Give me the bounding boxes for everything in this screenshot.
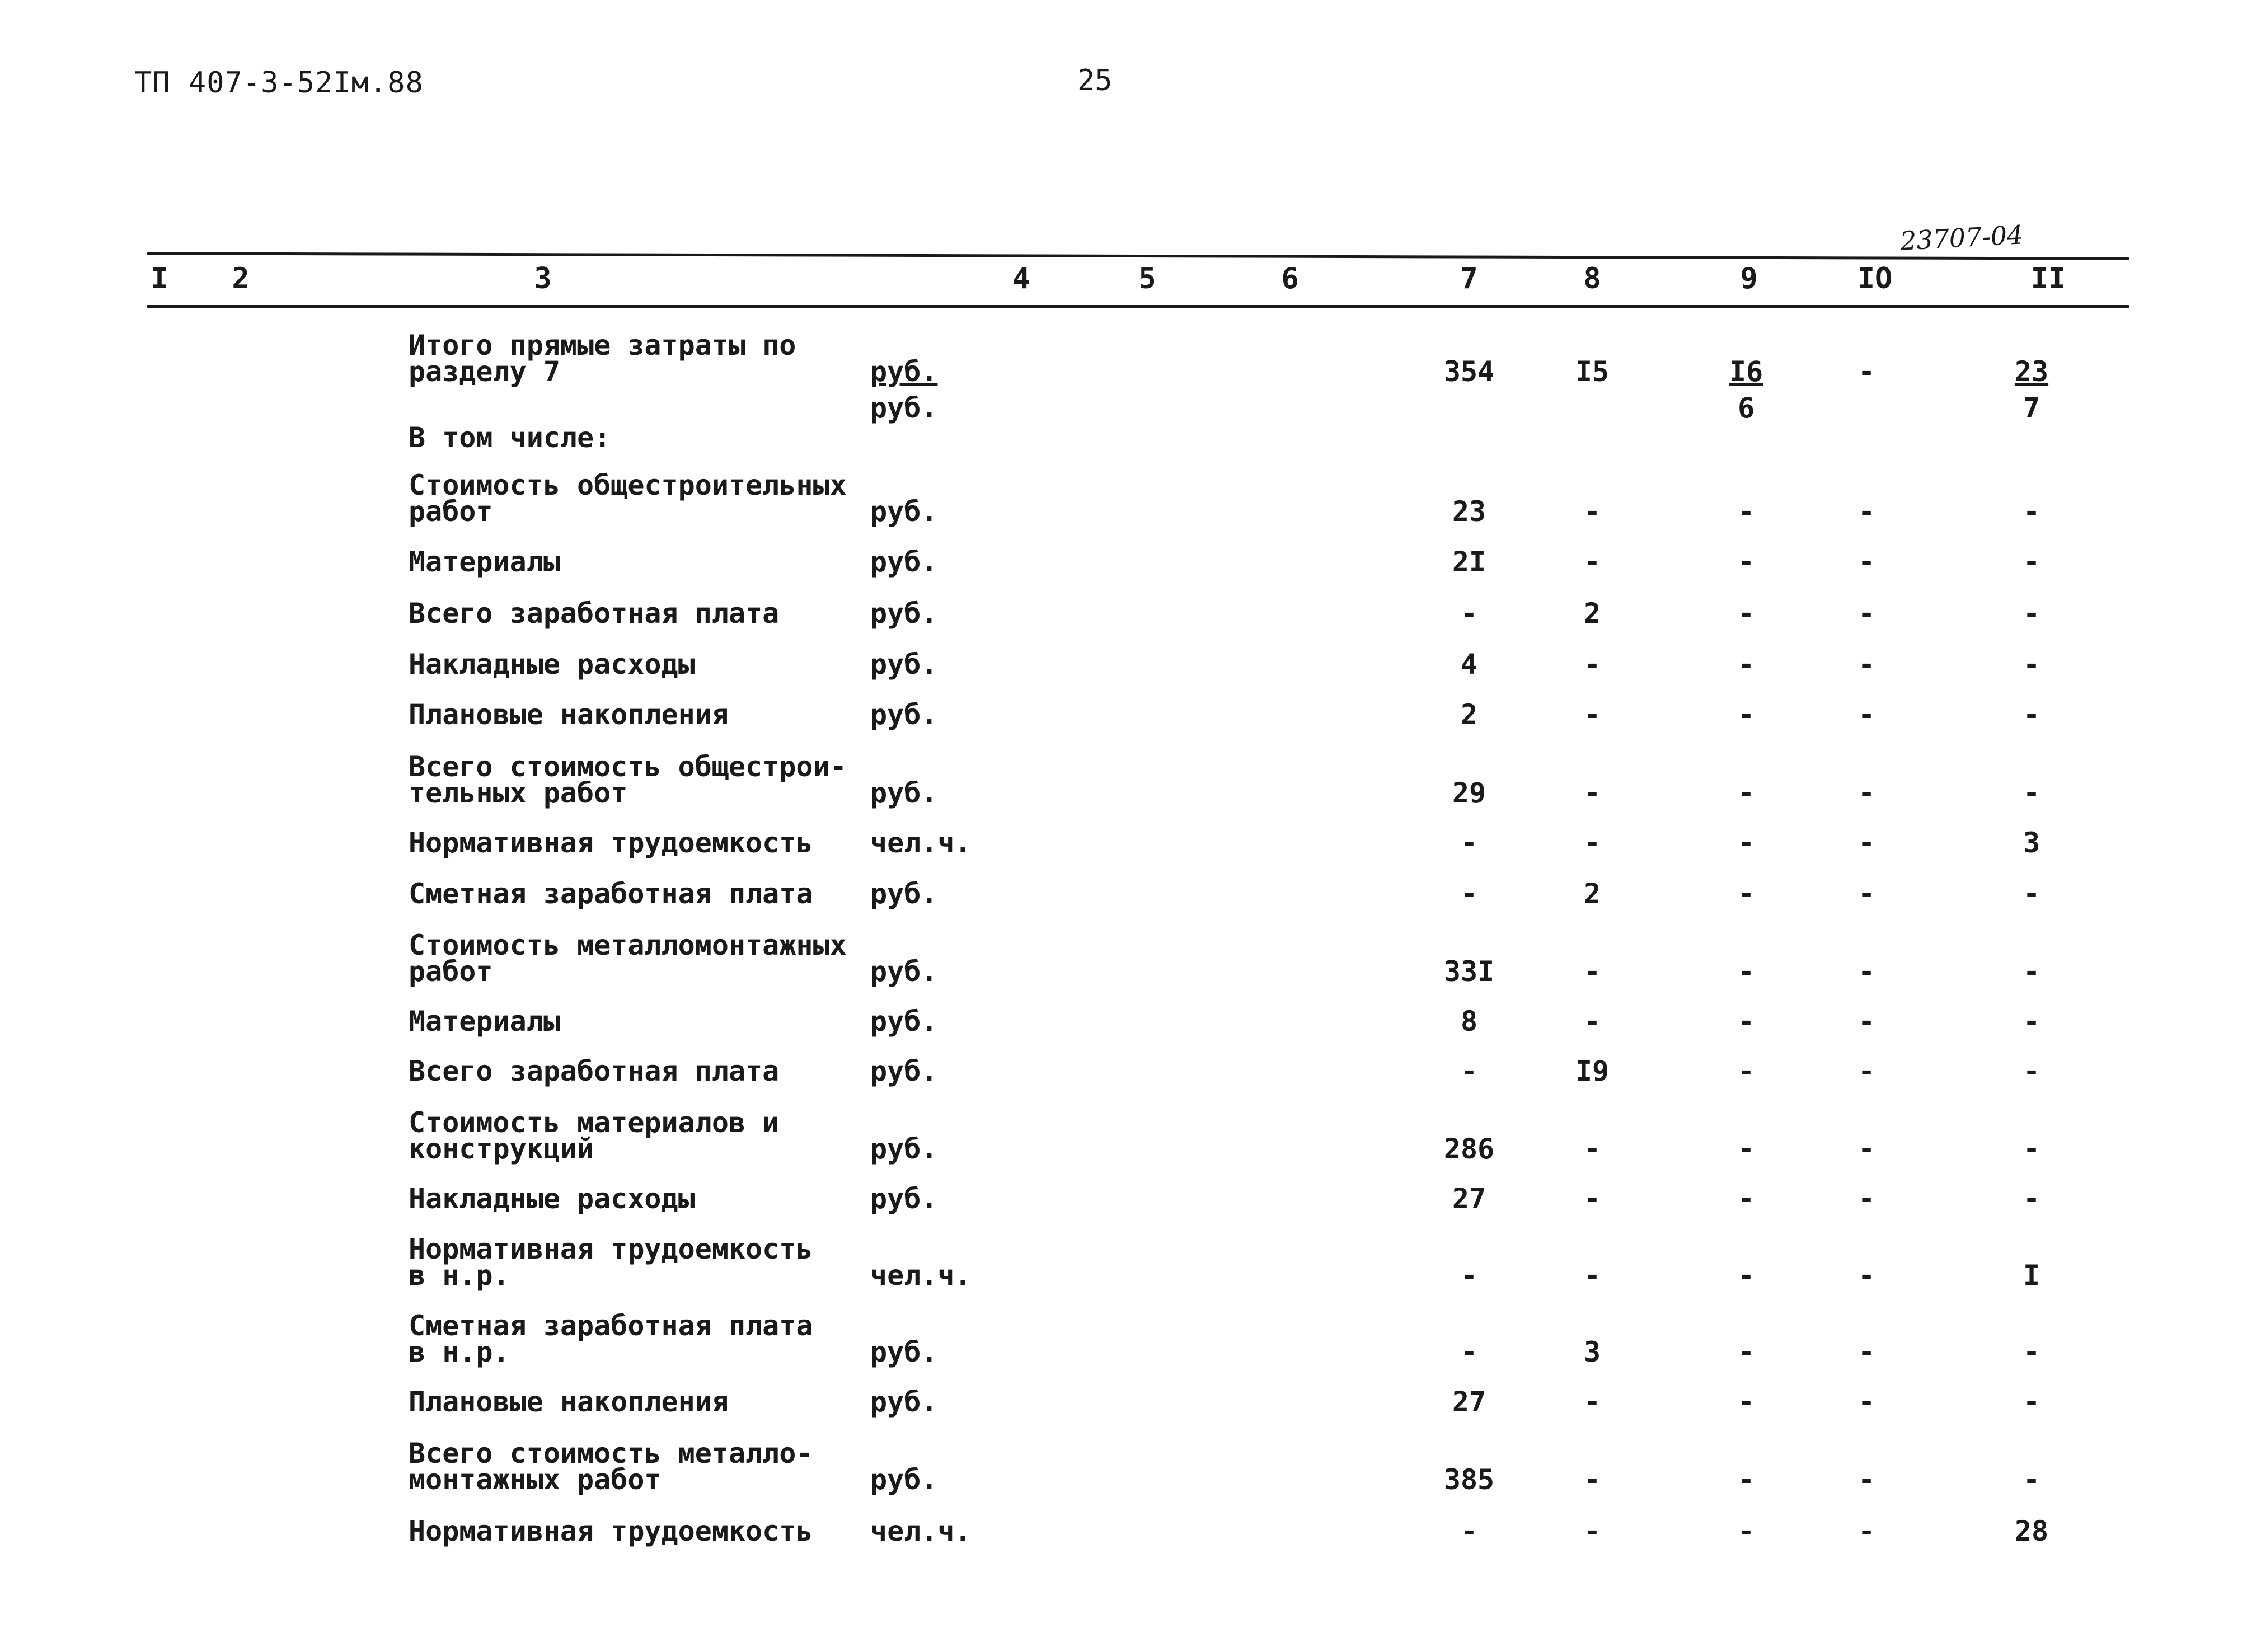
table-row bbox=[0, 546, 2247, 578]
cell-col-9: - bbox=[1737, 648, 1755, 680]
cell-col-8: - bbox=[1583, 827, 1601, 859]
row-unit: чел.ч. bbox=[870, 827, 972, 859]
row-label: Стоимость материалов и bbox=[409, 1106, 780, 1139]
cell-col-10: - bbox=[1857, 1463, 1875, 1496]
cell-col-9: - bbox=[1737, 698, 1755, 731]
cell-col-11: - bbox=[2023, 1336, 2040, 1368]
row-label: Стоимость общестроительных bbox=[409, 469, 847, 501]
row-label: Накладные расходы bbox=[409, 1182, 695, 1215]
cell-col-9: - bbox=[1737, 1005, 1755, 1038]
row-label: работ bbox=[409, 955, 493, 988]
handwritten-stamp: 23707-04 bbox=[1899, 219, 2024, 256]
cell-col-8: - bbox=[1583, 777, 1601, 809]
cell-col-9: - bbox=[1737, 1463, 1755, 1496]
cell-col-7: - bbox=[1460, 597, 1478, 630]
row-label: работ bbox=[409, 495, 493, 528]
cell-col-11: - bbox=[2023, 1463, 2040, 1496]
page-number: 25 bbox=[1077, 64, 1113, 97]
cell-col-7: 286 bbox=[1443, 1133, 1495, 1165]
table-row bbox=[0, 1386, 2247, 1418]
cell-col-11: - bbox=[2023, 1182, 2040, 1215]
cell-col-10: - bbox=[1857, 698, 1875, 731]
cell-col-10: - bbox=[1857, 1336, 1875, 1368]
row-unit: руб. bbox=[870, 1386, 938, 1418]
cell-col-8: 2 bbox=[1583, 877, 1601, 910]
cell-col-11: 23 bbox=[2014, 355, 2049, 388]
cell-col-9: - bbox=[1737, 1055, 1755, 1087]
row-unit: руб. bbox=[870, 1182, 938, 1215]
table-row bbox=[0, 329, 2247, 388]
row-unit: руб. bbox=[870, 597, 938, 630]
cell-col-11: 7 bbox=[2023, 392, 2040, 424]
cell-col-7: - bbox=[1460, 1515, 1478, 1547]
cell-col-11: I bbox=[2023, 1259, 2040, 1292]
row-unit: руб. bbox=[870, 1055, 938, 1087]
cell-col-8: I5 bbox=[1575, 355, 1610, 388]
cell-col-8: - bbox=[1583, 1259, 1601, 1292]
row-unit: руб. bbox=[870, 955, 938, 988]
table-top-rule bbox=[147, 252, 2129, 260]
table-row bbox=[0, 1233, 2247, 1292]
cell-col-9: - bbox=[1737, 597, 1755, 630]
cell-col-10: - bbox=[1857, 827, 1875, 859]
cell-col-7: 23 bbox=[1452, 495, 1486, 528]
row-unit: руб. bbox=[870, 1336, 938, 1368]
cell-col-7: 4 bbox=[1460, 648, 1478, 680]
row-label: конструкций bbox=[409, 1133, 594, 1165]
cell-col-7: 385 bbox=[1443, 1463, 1495, 1496]
cell-col-7: 2I bbox=[1452, 546, 1486, 578]
table-row bbox=[0, 1437, 2247, 1496]
cell-col-9: - bbox=[1737, 777, 1755, 809]
cell-col-8: 3 bbox=[1583, 1336, 1601, 1368]
cell-col-8: - bbox=[1583, 698, 1601, 731]
cell-col-7: 27 bbox=[1452, 1182, 1486, 1215]
table-row bbox=[0, 877, 2247, 910]
cell-col-9: - bbox=[1737, 1515, 1755, 1547]
cell-col-11: - bbox=[2023, 1055, 2040, 1087]
cell-col-8: 2 bbox=[1583, 597, 1601, 630]
row-label: в н.р. bbox=[409, 1259, 510, 1292]
row-label: в н.р. bbox=[409, 1336, 510, 1368]
row-unit: руб. bbox=[870, 392, 938, 424]
row-label: Накладные расходы bbox=[409, 648, 695, 680]
cell-col-7: - bbox=[1460, 1336, 1478, 1368]
cell-col-9: - bbox=[1737, 1386, 1755, 1418]
cell-col-11: - bbox=[2023, 597, 2040, 630]
table-row bbox=[0, 929, 2247, 988]
cell-col-7: - bbox=[1460, 827, 1478, 859]
row-label: Нормативная трудоемкость bbox=[409, 1515, 813, 1547]
row-unit: чел.ч. bbox=[870, 1515, 972, 1547]
column-number-8: 8 bbox=[1583, 262, 1601, 295]
cell-col-7: 354 bbox=[1443, 355, 1495, 388]
cell-col-10: - bbox=[1857, 877, 1875, 910]
cell-col-9: - bbox=[1737, 1133, 1755, 1165]
row-label: В том числе: bbox=[409, 421, 611, 454]
table-row bbox=[0, 1106, 2247, 1165]
row-label: монтажных работ bbox=[409, 1463, 662, 1496]
row-label: Нормативная трудоемкость bbox=[409, 827, 813, 859]
row-unit: руб. bbox=[870, 1463, 938, 1496]
cell-col-9: 6 bbox=[1737, 392, 1755, 424]
row-label: Стоимость металломонтажных bbox=[409, 929, 847, 961]
table-row bbox=[0, 698, 2247, 731]
cell-col-8: - bbox=[1583, 1182, 1601, 1215]
row-unit: руб. bbox=[870, 355, 938, 388]
cell-col-9: - bbox=[1737, 546, 1755, 578]
cell-col-7: 27 bbox=[1452, 1386, 1486, 1418]
row-label: Плановые накопления bbox=[409, 1386, 729, 1418]
cell-col-11: - bbox=[2023, 1005, 2040, 1038]
cell-col-9: - bbox=[1737, 495, 1755, 528]
cell-col-8: - bbox=[1583, 1133, 1601, 1165]
column-number-9: 9 bbox=[1740, 262, 1758, 295]
cell-col-10: - bbox=[1857, 1515, 1875, 1547]
cell-col-9: - bbox=[1737, 1336, 1755, 1368]
row-label: Всего заработная плата bbox=[409, 597, 780, 630]
cell-col-11: - bbox=[2023, 1133, 2040, 1165]
row-unit: руб. bbox=[870, 1133, 938, 1165]
row-unit: руб. bbox=[870, 698, 938, 731]
cell-col-7: 29 bbox=[1452, 777, 1486, 809]
column-number-11: II bbox=[2030, 262, 2066, 295]
cell-col-10: - bbox=[1857, 1259, 1875, 1292]
row-unit: руб. bbox=[870, 546, 938, 578]
cell-col-11: - bbox=[2023, 546, 2040, 578]
cell-col-10: - bbox=[1857, 495, 1875, 528]
column-number-3: 3 bbox=[534, 262, 552, 295]
cell-col-10: - bbox=[1857, 1055, 1875, 1087]
cell-col-11: - bbox=[2023, 698, 2040, 731]
row-label: Итого прямые затраты по bbox=[409, 329, 796, 362]
row-label: Сметная заработная плата bbox=[409, 1310, 813, 1342]
row-unit: чел.ч. bbox=[870, 1259, 972, 1292]
cell-col-8: - bbox=[1583, 1463, 1601, 1496]
cell-col-11: - bbox=[2023, 648, 2040, 680]
cell-col-10: - bbox=[1857, 1133, 1875, 1165]
cell-col-10: - bbox=[1857, 955, 1875, 988]
cell-col-11: - bbox=[2023, 955, 2040, 988]
cell-col-10: - bbox=[1857, 1182, 1875, 1215]
row-unit: руб. bbox=[870, 877, 938, 910]
row-label: Всего стоимость общестрои- bbox=[409, 750, 847, 783]
row-label: Всего стоимость металло- bbox=[409, 1437, 813, 1470]
cell-col-9: - bbox=[1737, 955, 1755, 988]
cell-col-8: - bbox=[1583, 546, 1601, 578]
cell-col-11: - bbox=[2023, 495, 2040, 528]
cell-col-9: - bbox=[1737, 827, 1755, 859]
document-code: ТП 407-3-52Iм.88 bbox=[134, 66, 424, 100]
row-label: Плановые накопления bbox=[409, 698, 729, 731]
cell-col-7: 33I bbox=[1443, 955, 1495, 988]
cell-col-9: I6 bbox=[1729, 355, 1763, 388]
column-number-10: IO bbox=[1857, 262, 1893, 295]
cell-col-10: - bbox=[1857, 777, 1875, 809]
cell-col-11: - bbox=[2023, 777, 2040, 809]
row-label: Всего заработная плата bbox=[409, 1055, 780, 1087]
row-unit: руб. bbox=[870, 777, 938, 809]
row-label: Нормативная трудоемкость bbox=[409, 1233, 813, 1265]
cell-col-9: - bbox=[1737, 877, 1755, 910]
cell-col-8: I9 bbox=[1575, 1055, 1610, 1087]
cell-col-11: - bbox=[2023, 877, 2040, 910]
cell-col-10: - bbox=[1857, 1386, 1875, 1418]
row-label: Материалы bbox=[409, 1005, 560, 1038]
column-number-2: 2 bbox=[232, 262, 250, 295]
cell-col-8: - bbox=[1583, 495, 1601, 528]
column-number-4: 4 bbox=[1012, 262, 1030, 295]
row-label: тельных работ bbox=[409, 777, 628, 809]
cell-col-10: - bbox=[1857, 1005, 1875, 1038]
table-header-rule bbox=[147, 305, 2129, 308]
cell-col-8: - bbox=[1583, 648, 1601, 680]
column-number-7: 7 bbox=[1460, 262, 1478, 295]
row-label: разделу 7 bbox=[409, 355, 560, 388]
table-row bbox=[0, 421, 2247, 454]
cell-col-8: - bbox=[1583, 1515, 1601, 1547]
cell-col-9: - bbox=[1737, 1182, 1755, 1215]
row-label: Материалы bbox=[409, 546, 560, 578]
column-number-5: 5 bbox=[1138, 262, 1156, 295]
cell-col-8: - bbox=[1583, 955, 1601, 988]
cell-col-7: 2 bbox=[1460, 698, 1478, 731]
table-row bbox=[0, 469, 2247, 528]
row-label: Сметная заработная плата bbox=[409, 877, 813, 910]
cell-col-7: 8 bbox=[1460, 1005, 1478, 1038]
cell-col-11: 28 bbox=[2014, 1515, 2049, 1547]
table-row bbox=[0, 827, 2247, 859]
row-unit: руб. bbox=[870, 495, 938, 528]
cell-col-10: - bbox=[1857, 546, 1875, 578]
cell-col-8: - bbox=[1583, 1005, 1601, 1038]
cell-col-11: - bbox=[2023, 1386, 2040, 1418]
cell-col-10: - bbox=[1857, 597, 1875, 630]
row-unit: руб. bbox=[870, 1005, 938, 1038]
row-unit: руб. bbox=[870, 648, 938, 680]
column-number-6: 6 bbox=[1281, 262, 1299, 295]
column-number-1: I bbox=[151, 262, 168, 295]
cell-col-11: 3 bbox=[2023, 827, 2040, 859]
cell-col-8: - bbox=[1583, 1386, 1601, 1418]
table-row bbox=[0, 1182, 2247, 1215]
cell-col-10: - bbox=[1857, 648, 1875, 680]
cell-col-9: - bbox=[1737, 1259, 1755, 1292]
cell-col-7: - bbox=[1460, 877, 1478, 910]
cell-col-7: - bbox=[1460, 1055, 1478, 1087]
cell-col-10: - bbox=[1857, 355, 1875, 388]
cell-col-7: - bbox=[1460, 1259, 1478, 1292]
